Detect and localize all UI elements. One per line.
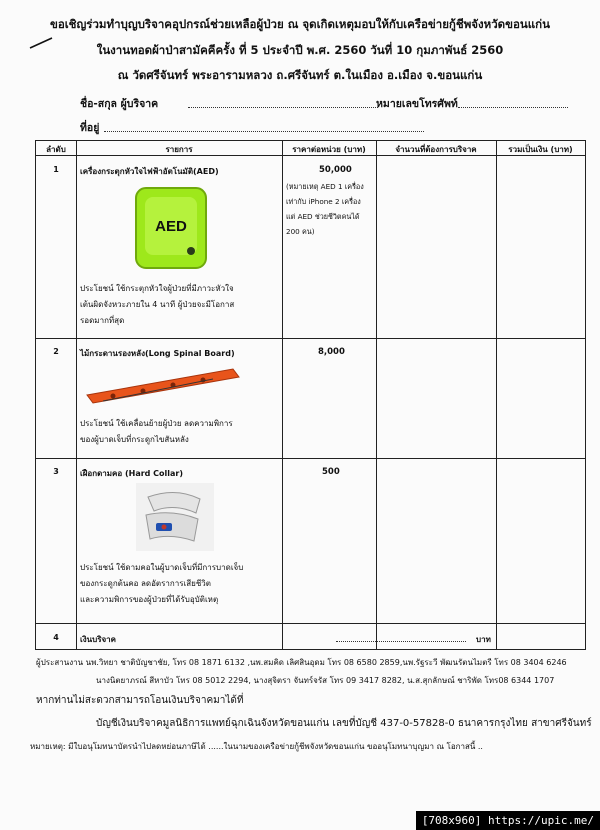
donor-name-label: ชื่อ-สกุล ผู้บริจาค xyxy=(80,98,159,110)
transfer-intro: หากท่านไม่สะดวกสามารถโอนเงินบริจาคมาได้ที่ xyxy=(36,695,244,706)
phone-field[interactable] xyxy=(458,97,568,108)
row-1-no: 1 xyxy=(53,165,59,174)
svg-text:AED: AED xyxy=(155,218,187,235)
row-4-no: 4 xyxy=(53,633,59,642)
header-line-1: ขอเชิญร่วมทำบุญบริจาคอุปกรณ์ช่วยเหลือผู้ป่วย ณ จุดเกิดเหตุมอบให้กับเครือข่ายกู้ชีพจังหวัดขอนแก่น xyxy=(49,17,551,31)
remark: หมายเหตุ: มีใบอนุโมทนาบัตรนำไปลดหย่อนภาษีได้ ......ในนามของเครือข่ายกู้ชีพจังหวัดขอนแก่น ขออนุโมทนาบุญมา ณ โอกาสนี้ .. xyxy=(30,742,483,751)
row-2-name: ไม้กระดานรองหลัง(Long Spinal Board) xyxy=(80,349,235,358)
row-3-name: เฝือกดามคอ (Hard Collar) xyxy=(80,469,184,478)
row-3-no: 3 xyxy=(53,467,59,476)
col-header-total: รวมเป็นเงิน (บาท) xyxy=(508,145,573,154)
col-header-item: รายการ xyxy=(165,145,193,154)
cash-donation-field[interactable] xyxy=(336,631,466,642)
hard-collar-image xyxy=(136,483,214,551)
row-4-unit: บาท xyxy=(476,635,491,644)
donor-name-field[interactable] xyxy=(188,97,378,108)
header-line-2: ในงานทอดผ้าป่าสามัคคีครั้ง ที่ 5 ประจำปี พ.ศ. 2560 วันที่ 10 กุมภาพันธ์ 2560 xyxy=(96,43,504,57)
aed-device-image xyxy=(133,185,209,271)
row-1-note: (หมายเหตุ AED 1 เครื่อง เท่ากับ iPhone 2 เครื่อง แต่ AED ช่วยชีวิตคนได้ 200 คน) xyxy=(286,182,364,236)
row-3-price: 500 xyxy=(322,467,340,477)
coordinators-line-1: ผู้ประสานงาน นพ.วิทยา ชาติบัญชาชัย, โทร 08 1871 6132 ,นพ.สมคิด เลิศสินอุดม โทร 08 6580 2859,นพ.รัฐระวี พัฒนรัตนไมตรี โทร 08 3404 6246 xyxy=(36,658,567,667)
row-2-no: 2 xyxy=(53,347,59,356)
row-3-benefit: ประโยชน์ ใช้ดามคอในผู้บาดเจ็บที่มีการบาดเจ็บ ของกระดูกต้นคอ ลดอัตราการเสียชีวิต และความพิการของผู้ป่วยที่ได้รับอุบัติเหตุ xyxy=(80,563,244,604)
watermark: [708x960] https://upic.me/ xyxy=(416,811,600,830)
donation-table xyxy=(35,140,586,650)
row-1-benefit: ประโยชน์ ใช้กระตุกหัวใจผู้ป่วยที่มีภาวะหัวใจ เต้นผิดจังหวะภายใน 4 นาที ผู้ป่วยจะมีโอกาส รอดมากที่สุด xyxy=(80,284,235,325)
bank-account-info: บัญชีเงินบริจาคมูลนิธิการแพทย์ฉุกเฉินจังหวัดขอนแก่น เลขที่บัญชี 437-0-57828-0 ธนาคารกรุงไทย สาขาศรีจันทร์ xyxy=(96,718,592,729)
address-label: ที่อยู่ xyxy=(80,122,100,134)
coordinators-line-2: นางนิตยาภรณ์ สีหาบัว โทร 08 5012 2294, นางสุจิตรา จันทร์จรัส โทร 09 3417 8282, น.ส.สุกลักษณ์ ชาริพัด โทร08 6344 1707 xyxy=(96,676,555,685)
row-2-benefit: ประโยชน์ ใช้เคลื่อนย้ายผู้ป่วย ลดความพิการ ของผู้บาดเจ็บที่กระดูกไขสันหลัง xyxy=(80,419,233,444)
row-1-name: เครื่องกระตุกหัวใจไฟฟ้าอัตโนมัติ(AED) xyxy=(80,167,219,176)
row-1-price: 50,000 xyxy=(319,165,352,175)
col-header-price: ราคาต่อหน่วย (บาท) xyxy=(292,145,366,154)
row-2-price: 8,000 xyxy=(318,347,345,357)
col-header-no: ลำดับ xyxy=(46,145,66,154)
col-header-quantity: จำนวนที่ต้องการบริจาค xyxy=(395,145,477,154)
spinal-board-image xyxy=(83,363,243,407)
address-field[interactable] xyxy=(104,121,424,132)
phone-label: หมายเลขโทรศัพท์ xyxy=(376,98,458,110)
header-line-3: ณ วัดศรีจันทร์ พระอารามหลวง ถ.ศรีจันทร์ ต.ในเมือง อ.เมือง จ.ขอนแก่น xyxy=(117,68,483,82)
row-4-name: เงินบริจาค xyxy=(80,635,117,644)
